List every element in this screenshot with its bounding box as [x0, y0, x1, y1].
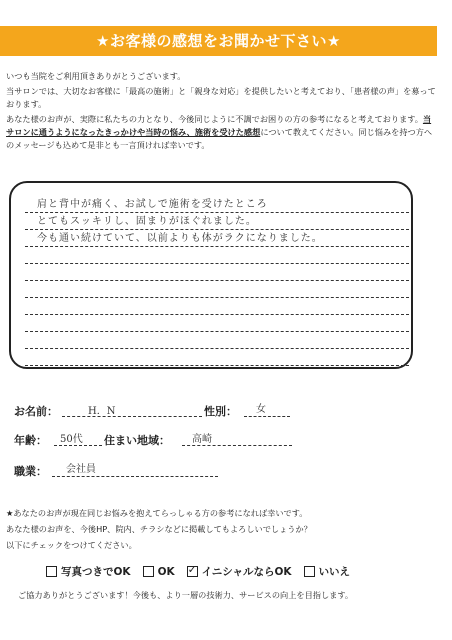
thanks-message: ご協力ありがとうございます！今後も、より一層の技術力、サービスの向上を目指します。 [18, 590, 354, 600]
bottom-line-1: ★あなたのお声が現在同じお悩みを抱えてらっしゃる方の参考になれば幸いです。 [6, 508, 308, 518]
bottom-line-2: あなた様のお声を、今後HP、院内、チラシなどに掲載してもよろしいでしょうか？ [6, 524, 312, 534]
name-label: お名前： [14, 405, 58, 418]
name-value: H．N [88, 406, 116, 417]
checkbox-icon[interactable] [304, 566, 315, 577]
area-label: 住まい地域： [104, 434, 170, 447]
name-field[interactable] [62, 402, 202, 417]
consent-options [46, 564, 350, 579]
age-value: 50代 [60, 434, 83, 445]
option-no[interactable]: いいえ [304, 564, 351, 579]
gender-value: 女 [256, 404, 266, 415]
job-value: 会社員 [66, 464, 96, 475]
intro-greeting: いつも当院をご利用頂きありがとうございます。 [6, 71, 186, 81]
comment-text: とてもスッキリし、固まりがほぐれました。 [37, 216, 257, 227]
page-title: ★お客様の感想をお聞かせ下さい★ [0, 26, 437, 56]
comment-text: 今も通い続けていて、以前よりも体がラクになりました。 [37, 233, 323, 244]
age-label: 年齢： [14, 434, 47, 447]
intro-purpose: 当サロンでは、大切なお客様に「最高の施術」と「親身な対応」を提供したいと考えており、「患者様の声」を募っております。 [6, 86, 436, 109]
comment-box [9, 181, 413, 369]
area-value: 高崎 [192, 434, 212, 445]
comment-line[interactable] [25, 346, 409, 366]
intro-request: あなた様のお声が、実際に私たちの力となり、今後同じように不調でお困りの方の参考になると考えております。当サロンに通うようになったきっかけや当時の悩み、施術を受けた感想について教えてください。同じ悩みを持つ方へのメッセージも込めて是非とも一言頂ければ幸いです。 [6, 114, 433, 150]
checkbox-icon[interactable] [46, 566, 57, 577]
intro-emphasis: 当サロンに通うようになったきっかけや当時の悩み、施術を受けた感想 [6, 114, 432, 137]
comment-text: 肩と背中が痛く、お試しで施術を受けたところ [37, 199, 268, 210]
bottom-line-3: 以下にチェックをつけてください。 [6, 540, 137, 550]
option-ok[interactable]: OK [143, 566, 175, 578]
consent-instructions [6, 505, 436, 553]
checkbox-icon[interactable] [143, 566, 154, 577]
gender-field[interactable] [244, 402, 290, 417]
option-photo-ok[interactable]: 写真つきでOK [46, 564, 131, 579]
option-initials-ok[interactable]: ✓ イニシャルならOK [187, 564, 292, 579]
checkbox-icon[interactable] [187, 566, 198, 577]
job-label: 職業： [14, 465, 47, 478]
gender-label: 性別： [204, 405, 237, 418]
intro-text [6, 70, 436, 154]
